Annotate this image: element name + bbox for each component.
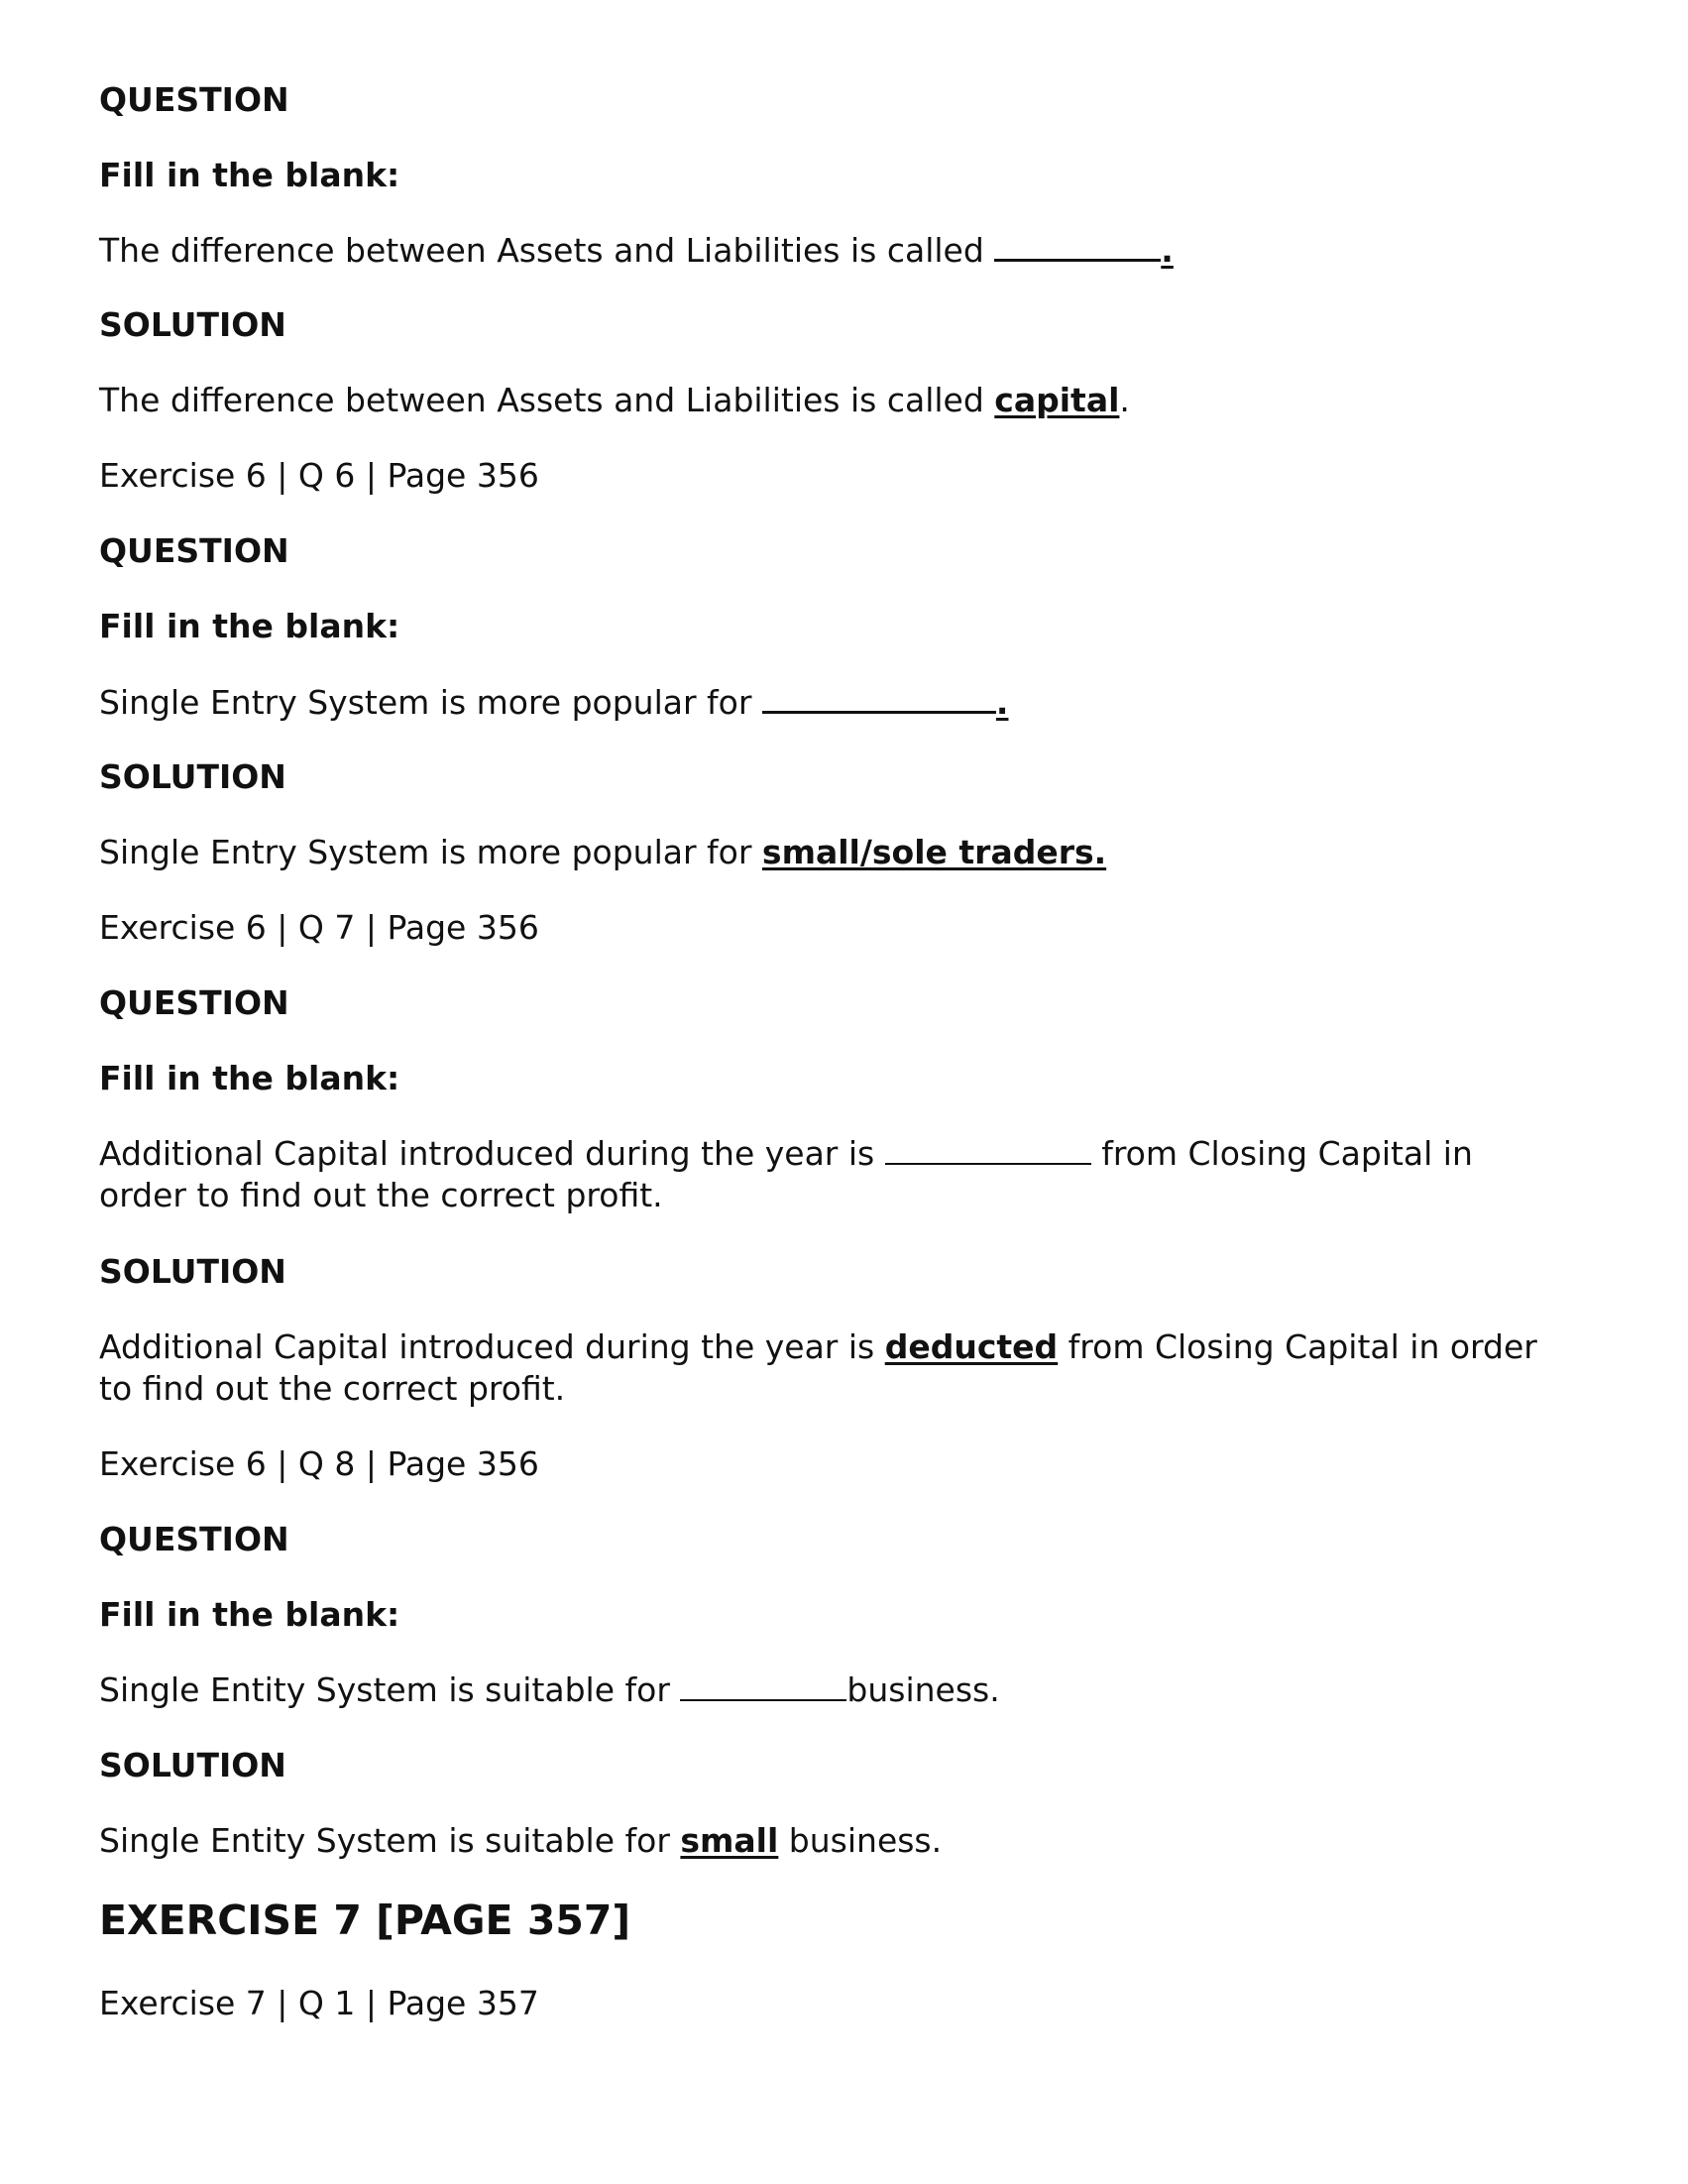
instruction: Fill in the blank: — [99, 607, 400, 645]
solution-text-body: Additional Capital introduced during the year is — [99, 1327, 885, 1366]
question-text-body: Additional Capital introduced during the year is — [99, 1134, 885, 1173]
answer-blank — [680, 1669, 846, 1701]
question-label: QUESTION — [99, 1520, 289, 1558]
question-text-rest: business. — [846, 1670, 1000, 1709]
solution-text — [99, 832, 1106, 873]
question-text-body: Single Entity System is suitable for — [99, 1670, 681, 1709]
solution-label: SOLUTION — [99, 1252, 286, 1291]
solution-text-body: The difference between Assets and Liabilities is called — [99, 381, 995, 419]
solution-text-rest: from Closing Capital in order — [1058, 1327, 1537, 1366]
question-text-body: The difference between Assets and Liabilities is called — [99, 231, 995, 270]
answer-blank — [994, 229, 1161, 262]
solution-text-line-2: to find out the correct profit. — [99, 1369, 566, 1408]
question-text — [99, 1669, 1000, 1711]
instruction: Fill in the blank: — [99, 156, 400, 194]
solution-answer: capital — [994, 381, 1120, 419]
question-text-line-2: order to find out the correct profit. — [99, 1176, 663, 1214]
solution-label: SOLUTION — [99, 757, 286, 796]
exercise-reference: Exercise 7 | Q 1 | Page 357 — [99, 1984, 539, 2022]
solution-text-rest: business. — [778, 1821, 943, 1860]
solution-text-body: Single Entry System is more popular for — [99, 833, 762, 871]
answer-blank — [885, 1133, 1091, 1165]
question-text — [99, 681, 1008, 724]
exercise-reference: Exercise 6 | Q 8 | Page 356 — [99, 1444, 539, 1483]
question-text-line-1 — [99, 1133, 1473, 1175]
question-text-body: Single Entry System is more popular for — [99, 683, 762, 722]
question-label: QUESTION — [99, 531, 289, 570]
question-label: QUESTION — [99, 983, 289, 1022]
answer-blank — [762, 681, 996, 714]
solution-answer: deducted — [884, 1327, 1059, 1366]
solution-end: . — [1119, 381, 1130, 419]
instruction: Fill in the blank: — [99, 1595, 400, 1634]
exercise-heading: EXERCISE 7 [PAGE 357] — [99, 1897, 631, 1944]
question-text — [99, 229, 1174, 272]
solution-text — [99, 380, 1130, 421]
solution-answer: small — [680, 1821, 779, 1860]
solution-text — [99, 1820, 942, 1862]
question-text-rest: from Closing Capital in — [1090, 1134, 1473, 1173]
question-label: QUESTION — [99, 80, 289, 119]
solution-label: SOLUTION — [99, 1746, 286, 1784]
exercise-reference: Exercise 6 | Q 6 | Page 356 — [99, 456, 539, 495]
solution-text-line-1 — [99, 1326, 1537, 1368]
solution-text-body: Single Entity System is suitable for — [99, 1821, 681, 1860]
exercise-reference: Exercise 6 | Q 7 | Page 356 — [99, 908, 539, 947]
instruction: Fill in the blank: — [99, 1059, 400, 1097]
solution-label: SOLUTION — [99, 305, 286, 344]
question-end: . — [995, 683, 1009, 722]
question-end: . — [1161, 231, 1174, 270]
solution-answer: small/sole traders. — [761, 833, 1107, 871]
